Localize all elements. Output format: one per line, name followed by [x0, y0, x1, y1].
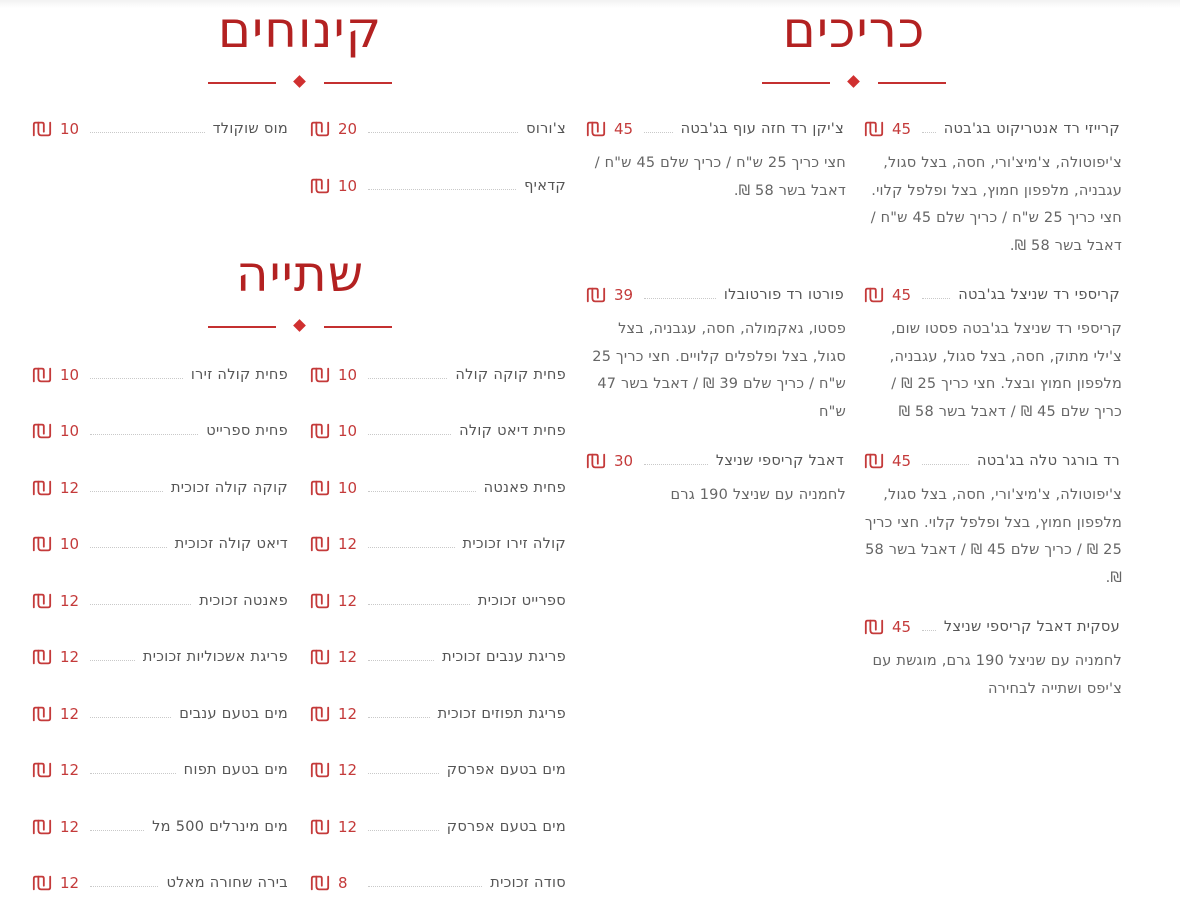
menu-item-drink: [310, 420, 566, 442]
item-name: עסקית דאבל קריספי שניצל: [943, 619, 1120, 635]
item-price: 12: [338, 705, 358, 723]
item-name: דיאט קולה זכוכית: [174, 536, 288, 552]
item-name: בירה שחורה מאלט: [166, 875, 288, 891]
menu-item-drink: [310, 703, 566, 725]
item-price: 12: [338, 761, 358, 779]
menu-item-dessert: [310, 118, 566, 140]
shekel-icon: [586, 121, 606, 137]
dot-leader: [368, 547, 455, 548]
item-name: פאנטה זכוכית: [199, 593, 288, 609]
dot-leader: [90, 547, 167, 548]
shekel-icon: [32, 875, 52, 891]
menu-item-baguette: [586, 284, 844, 306]
item-price: 12: [60, 648, 80, 666]
item-name: קריספי רד שניצל בג'בטה: [958, 287, 1120, 303]
dot-leader: [90, 434, 198, 435]
section-title-drinks: שתייה: [235, 245, 365, 303]
shekel-icon: [32, 649, 52, 665]
shekel-icon: [864, 287, 884, 303]
dot-leader: [368, 491, 476, 492]
item-name: פחית פאנטה: [483, 480, 566, 496]
dot-leader: [368, 660, 434, 661]
item-name: מים בטעם ענבים: [179, 706, 288, 722]
item-name: סודה זכוכית: [490, 875, 566, 891]
item-name: מים מינרלים 500 מל: [152, 819, 288, 835]
shekel-icon: [310, 121, 330, 137]
item-description: פסטו, גאקמולה, חסה, עגבניה, בצל סגול, בצל ופלפלים קלויים. חצי כריך 25 ש"ח / כריך שלם 39 ₪ / דאבל בשר 47 ש"ח: [592, 321, 846, 420]
shekel-icon: [310, 423, 330, 439]
shekel-icon: [310, 819, 330, 835]
item-name: פריגת אשכוליות זכוכית: [142, 649, 288, 665]
item-price: 10: [60, 120, 80, 138]
menu-item-drink: [310, 646, 566, 668]
shekel-icon: [864, 121, 884, 137]
dot-leader: [368, 434, 451, 435]
menu-item-dessert: [32, 118, 288, 140]
dot-leader: [90, 830, 144, 831]
item-price: 12: [60, 705, 80, 723]
item-name: קרייזי רד אנטריקוט בג'בטה: [943, 121, 1120, 137]
menu-item-baguette: [864, 284, 1120, 306]
item-price: 12: [338, 648, 358, 666]
item-price: 10: [338, 177, 358, 195]
item-name: רד בורגר טלה בג'בטה: [976, 453, 1120, 469]
dot-leader: [368, 189, 516, 190]
item-price: 10: [338, 366, 358, 384]
shekel-icon: [310, 706, 330, 722]
item-price: 10: [338, 479, 358, 497]
item-price: 45: [892, 452, 912, 470]
menu-item-drink: [32, 759, 288, 781]
item-price: 8: [338, 874, 348, 892]
section-title-desserts: קינוחים: [217, 1, 383, 59]
shekel-icon: [310, 536, 330, 552]
dot-leader: [644, 132, 673, 133]
item-price: 12: [338, 592, 358, 610]
dot-leader: [90, 378, 183, 379]
item-name: קולה זירו זכוכית: [462, 536, 566, 552]
item-price: 30: [614, 452, 634, 470]
dot-leader: [90, 660, 135, 661]
item-name: מים בטעם אפרסק: [446, 762, 566, 778]
shekel-icon: [310, 875, 330, 891]
item-name: פחית קולה זירו: [190, 367, 288, 383]
menu-item-drink: [310, 759, 566, 781]
dot-leader: [90, 717, 171, 718]
menu-item-baguette: [586, 450, 844, 472]
item-name: פחית קוקה קולה: [455, 367, 566, 383]
menu-item-drink: [310, 477, 566, 499]
item-name: קדאיף: [524, 178, 566, 194]
menu-item-drink: [32, 872, 288, 894]
shekel-icon: [586, 453, 606, 469]
dot-leader: [368, 132, 518, 133]
item-name: פחית ספרייט: [206, 423, 288, 439]
menu-item-drink: [32, 477, 288, 499]
item-name: צ'יקן רד חזה עוף בג'בטה: [680, 121, 844, 137]
section-divider-drinks: [208, 320, 392, 334]
shekel-icon: [32, 819, 52, 835]
item-name: פריגת ענבים זכוכית: [442, 649, 566, 665]
item-price: 12: [60, 479, 80, 497]
shekel-icon: [32, 762, 52, 778]
shekel-icon: [310, 178, 330, 194]
item-name: מים בטעם תפוח: [183, 762, 288, 778]
item-name: פריגת תפוזים זכוכית: [437, 706, 566, 722]
menu-item-drink: [32, 816, 288, 838]
item-price: 45: [614, 120, 634, 138]
section-divider-desserts: [208, 76, 392, 90]
menu-item-baguette: [864, 616, 1120, 638]
dot-leader: [90, 773, 176, 774]
menu-item-drink: [310, 816, 566, 838]
item-price: 10: [60, 422, 80, 440]
item-price: 45: [892, 286, 912, 304]
shekel-icon: [32, 121, 52, 137]
item-name: ספרייט זכוכית: [477, 593, 566, 609]
shekel-icon: [864, 619, 884, 635]
item-price: 20: [338, 120, 358, 138]
item-name: קוקה קולה זכוכית: [170, 480, 288, 496]
shekel-icon: [586, 287, 606, 303]
shekel-icon: [32, 480, 52, 496]
dot-leader: [922, 630, 936, 631]
item-price: 45: [892, 120, 912, 138]
dot-leader: [644, 298, 716, 299]
item-price: 10: [338, 422, 358, 440]
menu-item-drink: [310, 872, 566, 894]
shekel-icon: [310, 593, 330, 609]
item-price: 39: [614, 286, 634, 304]
item-price: 10: [60, 535, 80, 553]
item-price: 12: [60, 592, 80, 610]
menu-item-drink: [32, 703, 288, 725]
shekel-icon: [864, 453, 884, 469]
dot-leader: [90, 604, 191, 605]
menu-item-baguette: [864, 118, 1120, 140]
shekel-icon: [310, 367, 330, 383]
item-description: לחמניה עם שניצל 190 גרם: [670, 487, 846, 503]
menu-item-drink: [310, 533, 566, 555]
dot-leader: [368, 717, 430, 718]
dot-leader: [644, 464, 708, 465]
dot-leader: [90, 886, 158, 887]
shekel-icon: [32, 536, 52, 552]
dot-leader: [368, 773, 439, 774]
item-name: צ'ורוס: [526, 121, 566, 137]
item-name: מוס שוקולד: [212, 121, 288, 137]
menu-item-drink: [310, 590, 566, 612]
menu-item-dessert: [310, 175, 566, 197]
dot-leader: [922, 132, 936, 133]
shekel-icon: [32, 593, 52, 609]
dot-leader: [90, 491, 163, 492]
item-price: 45: [892, 618, 912, 636]
shekel-icon: [32, 367, 52, 383]
item-price: 12: [338, 818, 358, 836]
menu-item-drink: [32, 533, 288, 555]
menu-item-drink: [310, 364, 566, 386]
item-description: קריספי רד שניצל בג'בטה פסטו שום, צ'ילי מתוק, חסה, בצל סגול, עגבניה, מלפפון חמוץ ובצל. חצי כריך 25 ₪ / כריך שלם 45 ₪ / דאבל בשר 58 ₪: [889, 321, 1122, 420]
dot-leader: [922, 298, 950, 299]
shekel-icon: [310, 480, 330, 496]
item-description: חצי כריך 25 ש"ח / כריך שלם 45 ש"ח / דאבל בשר 58 ₪.: [594, 155, 846, 199]
dot-leader: [368, 378, 447, 379]
item-price: 10: [60, 366, 80, 384]
item-price: 12: [338, 535, 358, 553]
shekel-icon: [310, 649, 330, 665]
menu-item-baguette: [586, 118, 844, 140]
menu-item-drink: [32, 590, 288, 612]
section-divider-baguettes: [762, 76, 946, 90]
dot-leader: [368, 886, 482, 887]
shekel-icon: [310, 762, 330, 778]
item-price: 12: [60, 818, 80, 836]
item-description: לחמניה עם שניצל 190 גרם, מוגשת עם צ'יפס ושתייה לבחירה: [872, 653, 1122, 697]
shekel-icon: [32, 706, 52, 722]
item-description: צ'יפוטולה, צ'מיצ'ורי, חסה, בצל סגול, מלפפון חמוץ, בצל ופלפל קלוי. חצי כריך 25 ₪ / כריך שלם 45 ₪ / דאבל בשר 58 ₪.: [864, 487, 1122, 586]
item-price: 12: [60, 761, 80, 779]
item-name: פורטו רד פורטובלו: [723, 287, 844, 303]
shekel-icon: [32, 423, 52, 439]
item-name: דאבל קריספי שניצל: [715, 453, 844, 469]
menu-item-baguette: [864, 450, 1120, 472]
item-description: צ'יפוטולה, צ'מיצ'ורי, חסה, בצל סגול, עגבניה, מלפפון חמוץ, בצל ופלפל קלוי. חצי כריך 25 ש"ח / כריך שלם 45 ש"ח / דאבל בשר 58 ₪.: [870, 155, 1122, 254]
section-title-baguettes: כריכים: [782, 1, 926, 59]
item-name: מים בטעם אפרסק: [446, 819, 566, 835]
item-price: 12: [60, 874, 80, 892]
menu-item-drink: [32, 646, 288, 668]
menu-item-drink: [32, 364, 288, 386]
item-name: פחית דיאט קולה: [459, 423, 566, 439]
dot-leader: [922, 464, 969, 465]
dot-leader: [368, 830, 439, 831]
dot-leader: [368, 604, 470, 605]
dot-leader: [90, 132, 205, 133]
menu-item-drink: [32, 420, 288, 442]
